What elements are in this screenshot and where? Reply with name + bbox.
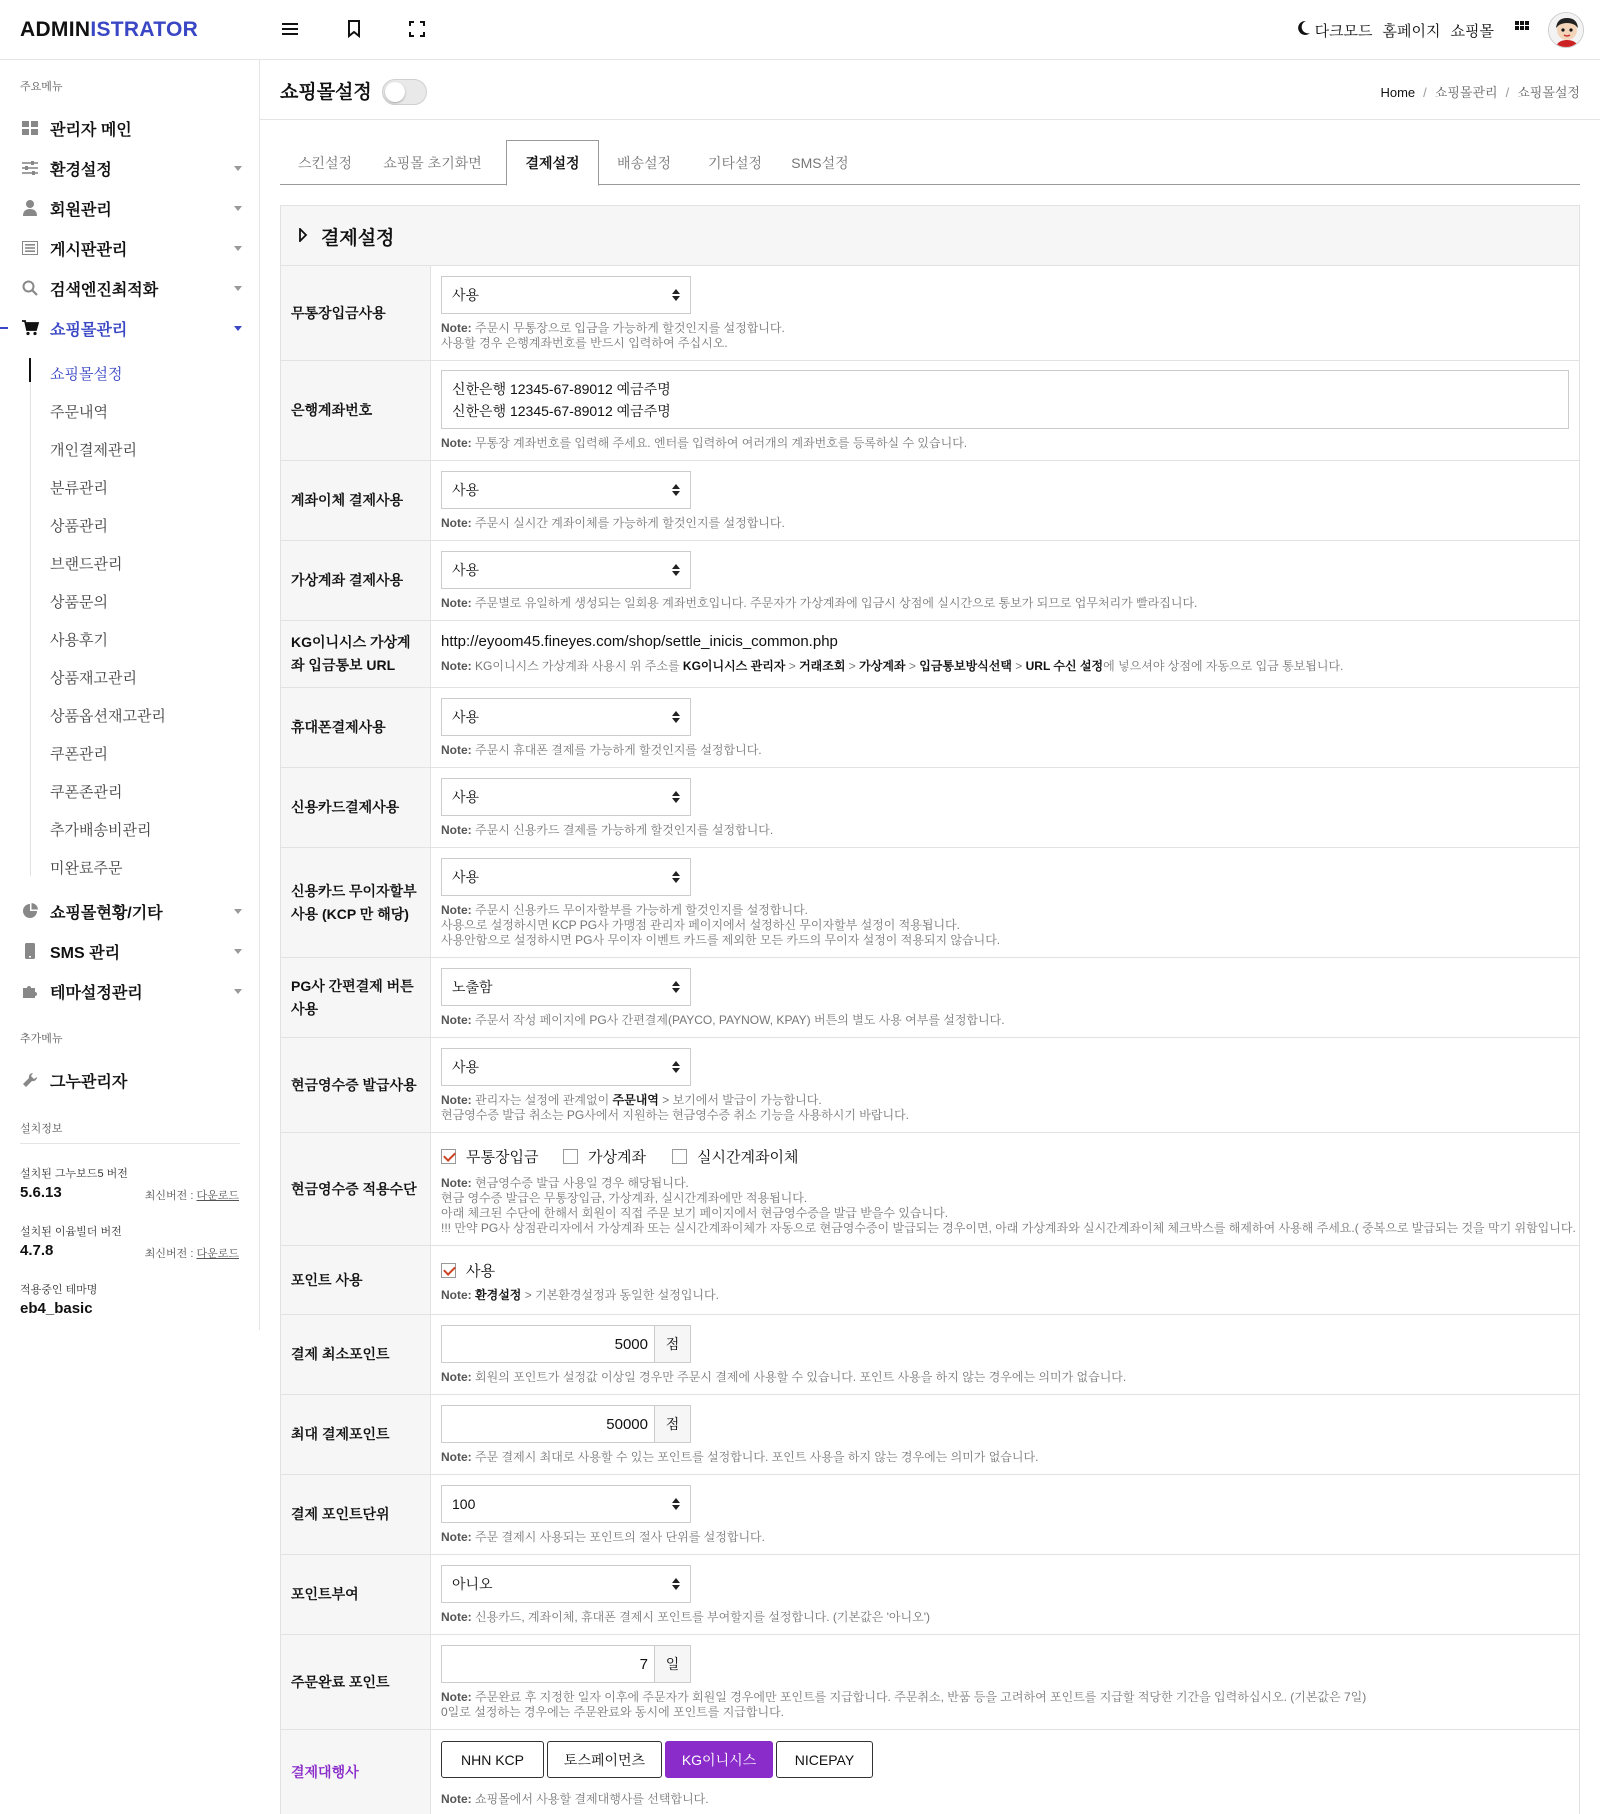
- row-pg: [280, 1730, 1580, 1814]
- chevron-down-icon: [234, 166, 242, 171]
- search-icon: [20, 278, 40, 298]
- tab-shipping[interactable]: 배송설정: [616, 154, 672, 171]
- field-label: 현금영수증 적용수단: [281, 1133, 431, 1245]
- point-unit-select[interactable]: [441, 1485, 691, 1523]
- select-arrow-icon: [672, 1061, 680, 1074]
- select-arrow-icon: [672, 564, 680, 577]
- gnuboard-download-link[interactable]: 다운로드: [196, 1190, 239, 1202]
- homepage-link[interactable]: 홈페이지: [1382, 22, 1441, 40]
- tab-skin[interactable]: 스킨설정: [297, 154, 353, 171]
- chevron-down-icon: [234, 286, 242, 291]
- note-text: 주문별로 유일하게 생성되는 일회용 계좌번호입니다. 주문자가 가상계좌에 입금시 상점에 실시간으로 통보가 되므로 업무처리가 빨라집니다.: [475, 596, 1198, 610]
- field-label: 결제대행사: [281, 1730, 431, 1814]
- row-card-pay: [280, 768, 1580, 848]
- note-label: Note:: [441, 1013, 472, 1027]
- select-value: 사용: [452, 562, 480, 578]
- field-label: 무통장입금사용: [281, 266, 431, 360]
- checkbox-label: 실시간계좌이체: [697, 1149, 799, 1166]
- order-point-input-group: [441, 1645, 691, 1683]
- row-max-point: [280, 1395, 1580, 1475]
- sidebar-item-label: 게시판관리: [50, 241, 128, 259]
- field-label: 휴대폰결제사용: [281, 688, 431, 767]
- note-text: > 보기에서 발급이 가능합니다.: [658, 1093, 822, 1107]
- note-label: Note:: [441, 1530, 472, 1544]
- pie-chart-icon: [20, 901, 40, 921]
- field-note: [441, 1176, 689, 1191]
- pg-nicepay-button[interactable]: NICEPAY: [776, 1741, 873, 1778]
- select-value: 아니오: [452, 1576, 493, 1592]
- settings-tabs: [280, 140, 1580, 185]
- sidebar: [0, 60, 260, 1330]
- breadcrumb-separator: /: [1505, 85, 1510, 100]
- chevron-down-icon: [234, 989, 242, 994]
- wrench-icon: [20, 1070, 40, 1090]
- sidebar-item-boards[interactable]: [20, 234, 242, 262]
- install-info-section-label: 설치정보: [20, 1123, 63, 1135]
- field-label: 포인트 사용: [281, 1246, 431, 1314]
- field-note: 사용할 경우 은행계좌번호를 반드시 입력하여 주십시오.: [441, 336, 728, 350]
- unit-addon: 일: [654, 1646, 690, 1682]
- note-label: Note:: [441, 1370, 472, 1384]
- pg-toss-button[interactable]: 토스페이먼츠: [547, 1741, 662, 1778]
- note-text: >: [785, 659, 800, 673]
- extra-menu-section-label: 추가메뉴: [20, 1033, 63, 1045]
- checkbox-label: 가상계좌: [588, 1149, 646, 1166]
- note-text: 무통장 계좌번호를 입력해 주세요. 엔터를 입력하여 여러개의 계좌번호를 등록하실 수 있습니다.: [475, 436, 968, 450]
- note-label: Note:: [441, 596, 472, 610]
- note-text: 쇼핑몰에서 사용할 결제대행사를 선택합니다.: [475, 1792, 709, 1806]
- submenu-active-line: [29, 358, 31, 382]
- select-arrow-icon: [672, 871, 680, 884]
- sidebar-item-theme[interactable]: [20, 977, 242, 1005]
- section-title: 결제설정: [321, 228, 395, 249]
- latest-prefix: 최신버전 :: [144, 1248, 197, 1260]
- sidebar-item-shop[interactable]: [20, 314, 242, 342]
- breadcrumb-current: 쇼핑몰설정: [1517, 85, 1580, 100]
- note-text: 주문시 무통장으로 입금을 가능하게 할것인지를 설정합니다.: [475, 321, 785, 335]
- checkbox-point-use[interactable]: [441, 1260, 495, 1281]
- field-note: [441, 1093, 822, 1108]
- logo-part-admin: ADMIN: [20, 18, 91, 41]
- field-label: 포인트부여: [281, 1555, 431, 1634]
- field-label: 은행계좌번호: [281, 361, 431, 460]
- select-arrow-icon: [672, 1498, 680, 1511]
- logo-part-istrator: ISTRATOR: [90, 18, 199, 41]
- point-grant-select[interactable]: [441, 1565, 691, 1603]
- latest-prefix: 최신버전 :: [144, 1190, 197, 1202]
- submenu-products[interactable]: 상품관리: [50, 518, 108, 535]
- note-text: > 기본환경설정과 동일한 설정입니다.: [521, 1288, 719, 1302]
- field-note: 현금 영수증 발급은 무통장입금, 가상계좌, 실시간계좌에만 적용됩니다.: [441, 1191, 808, 1205]
- tab-shop-home[interactable]: 쇼핑몰 초기화면: [383, 154, 482, 171]
- row-bank-account: [280, 361, 1580, 461]
- submenu-extra-shipping[interactable]: 추가배송비관리: [50, 822, 152, 839]
- dashboard-icon: [20, 118, 40, 138]
- bank-account-textarea[interactable]: 신한은행 12345-67-89012 예금주명 신한은행 12345-67-89012 예금주명: [441, 370, 1569, 429]
- chevron-down-icon: [234, 909, 242, 914]
- unit-addon: 점: [654, 1326, 690, 1362]
- main-content: [260, 60, 1600, 1814]
- sidebar-item-label: 쇼핑몰현황/기타: [50, 904, 163, 922]
- submenu-shop-settings[interactable]: 쇼핑몰설정: [50, 366, 123, 383]
- apps-grid-icon[interactable]: [1514, 20, 1530, 40]
- submenu-categories[interactable]: 분류관리: [50, 480, 108, 497]
- row-easy-pay: [280, 958, 1580, 1038]
- note-text: 주문시 실시간 계좌이체를 가능하게 할것인지를 설정합니다.: [475, 516, 785, 530]
- builder-version-label: 설치된 이윰빌더 버전: [20, 1226, 122, 1238]
- sidebar-item-admin-main[interactable]: [20, 114, 242, 142]
- virtual-account-select[interactable]: [441, 551, 691, 589]
- note-strong: 환경설정: [475, 1288, 522, 1302]
- checkbox-checked-icon: [441, 1149, 456, 1164]
- active-indicator: [0, 327, 8, 329]
- moon-icon[interactable]: [1297, 20, 1311, 40]
- sidebar-item-sms[interactable]: [20, 937, 242, 965]
- sidebar-item-label: 그누관리자: [50, 1073, 128, 1091]
- select-arrow-icon: [672, 484, 680, 497]
- note-label: Note:: [441, 516, 472, 530]
- order-point-input[interactable]: 7: [639, 1655, 648, 1673]
- logo[interactable]: [20, 18, 198, 42]
- note-label: Note:: [441, 1093, 472, 1107]
- sidebar-item-gnu-admin[interactable]: [20, 1066, 242, 1094]
- top-bar: [0, 0, 1600, 60]
- max-point-input-group: [441, 1405, 691, 1443]
- field-label: 주문완료 포인트: [281, 1635, 431, 1729]
- select-arrow-icon: [672, 791, 680, 804]
- bookmark-icon[interactable]: [341, 16, 367, 42]
- sidebar-item-shop-status[interactable]: [20, 897, 242, 925]
- caret-right-icon: [298, 228, 308, 246]
- card-nointerest-select[interactable]: [441, 858, 691, 896]
- submenu-incomplete-orders[interactable]: 미완료주문: [50, 860, 123, 877]
- easy-pay-select[interactable]: [441, 968, 691, 1006]
- field-note: [441, 743, 762, 758]
- breadcrumb-separator: /: [1423, 85, 1427, 100]
- note-text: 주문완료 후 지정한 일자 이후에 주문자가 회원일 경우에만 포인트를 지급합니다. 주문취소, 반품 등을 고려하여 포인트를 지급할 적당한 기간을 입력하십시오. (기본값은 7일): [475, 1690, 1367, 1704]
- field-label: 현금영수증 발급사용: [281, 1038, 431, 1132]
- field-note: [441, 1610, 930, 1625]
- sidebar-item-label: 쇼핑몰관리: [50, 321, 128, 339]
- note-text: 주문 결제시 사용되는 포인트의 절사 단위를 설정합니다.: [475, 1530, 765, 1544]
- pg-kcp-button[interactable]: NHN KCP: [441, 1741, 544, 1778]
- field-note: [441, 1288, 719, 1303]
- chevron-down-icon: [234, 246, 242, 251]
- submenu-option-stock[interactable]: 상품옵션재고관리: [50, 708, 166, 725]
- menu-toggle-icon[interactable]: [277, 16, 303, 42]
- note-label: Note:: [441, 823, 472, 837]
- select-arrow-icon: [672, 711, 680, 724]
- builder-download-link[interactable]: 다운로드: [196, 1248, 239, 1260]
- select-value: 사용: [452, 709, 480, 725]
- breadcrumb-home[interactable]: Home: [1380, 85, 1416, 100]
- row-point-grant: [280, 1555, 1580, 1635]
- fullscreen-icon[interactable]: [404, 16, 430, 42]
- max-point-input[interactable]: 50000: [606, 1415, 648, 1433]
- inicis-url-text: http://eyoom45.fineyes.com/shop/settle_inicis_common.php: [441, 633, 838, 650]
- field-note: 0일로 설정하는 경우에는 주문완료와 동시에 포인트를 지급합니다.: [441, 1705, 784, 1719]
- field-note: 사용안함으로 설정하시면 PG사 무이자 이벤트 카드를 제외한 모든 카드의 무이자 설정이 적용되지 않습니다.: [441, 933, 1001, 947]
- page-header: [260, 60, 1600, 120]
- sidebar-item-label: SMS 관리: [50, 944, 121, 962]
- row-order-point: [280, 1635, 1580, 1730]
- mobile-pay-select[interactable]: [441, 698, 691, 736]
- note-text: 주문서 작성 페이지에 PG사 간편결제(PAYCO, PAYNOW, KPAY) 버튼의 별도 사용 여부를 설정합니다.: [475, 1013, 1005, 1027]
- row-cash-receipt-methods: [280, 1133, 1580, 1246]
- note-label: Note:: [441, 1288, 472, 1302]
- note-text: 관리자는 설정에 관계없이: [475, 1093, 613, 1107]
- builder-latest: [145, 1245, 239, 1261]
- note-label: Note:: [441, 1690, 472, 1704]
- note-label: Note:: [441, 436, 472, 450]
- transfer-select[interactable]: [441, 471, 691, 509]
- select-arrow-icon: [672, 289, 680, 302]
- theme-label: 적용중인 테마명: [20, 1284, 98, 1296]
- row-point-unit: [280, 1475, 1580, 1555]
- field-note: [441, 321, 785, 336]
- note-text: 에 넣으셔야 상점에 자동으로 입금 통보됩니다.: [1103, 659, 1344, 673]
- note-text: 주문시 신용카드 결제를 가능하게 할것인지를 설정합니다.: [475, 823, 774, 837]
- toggle-knob: [385, 82, 405, 102]
- select-value: 100: [452, 1496, 476, 1512]
- row-bank-deposit: [280, 266, 1580, 361]
- page-title: 쇼핑몰설정: [280, 82, 372, 103]
- field-note: [441, 1792, 709, 1807]
- gnuboard-version-label: 설치된 그누보드5 버전: [20, 1168, 128, 1180]
- user-icon: [20, 198, 40, 218]
- select-value: 사용: [452, 1059, 480, 1075]
- select-value: 사용: [452, 869, 480, 885]
- row-cash-receipt: [280, 1038, 1580, 1133]
- bank-deposit-select[interactable]: [441, 276, 691, 314]
- field-label: 최대 결제포인트: [281, 1395, 431, 1474]
- note-text: 주문시 신용카드 무이자할부를 가능하게 할것인지를 설정합니다.: [475, 903, 809, 917]
- puzzle-icon: [20, 981, 40, 1001]
- select-value: 사용: [452, 287, 480, 303]
- note-label: Note:: [441, 659, 472, 673]
- row-transfer: [280, 461, 1580, 541]
- row-min-point: [280, 1315, 1580, 1395]
- field-note: [441, 516, 785, 531]
- field-note: [441, 1013, 1005, 1028]
- checkbox-unchecked-icon: [672, 1149, 687, 1164]
- checkbox-bank-deposit[interactable]: [441, 1146, 538, 1167]
- note-strong: KG이니시스 관리자: [682, 659, 786, 673]
- field-note: !!! 만약 PG사 상점관리자에서 가상계좌 또는 실시간계좌이체가 자동으로 현금영수증이 발급되는 경우이면, 아래 가상계좌와 실시간계좌이체 체크박스를 해제하여 사용해 주세요.( 중복으로 발급되는 것을 막기 위함입니다.: [441, 1221, 1576, 1235]
- note-text: 현금영수증 발급 사용일 경우 해당됩니다.: [475, 1176, 689, 1190]
- section-header: [280, 205, 1580, 266]
- field-note: [441, 1370, 1126, 1385]
- field-note: [441, 1530, 765, 1545]
- note-text: 신용카드, 계좌이체, 휴대폰 결제시 포인트를 부여할지를 설정합니다. (기본값은 '아니오'): [475, 1610, 930, 1624]
- submenu-coupons[interactable]: 쿠폰관리: [50, 746, 108, 763]
- field-note: [441, 1690, 1366, 1705]
- select-arrow-icon: [672, 1578, 680, 1591]
- select-value: 사용: [452, 789, 480, 805]
- field-note: [441, 1450, 1038, 1465]
- avatar[interactable]: [1548, 12, 1584, 48]
- main-menu-section-label: 주요메뉴: [20, 81, 63, 93]
- note-strong: 거래조회: [799, 659, 846, 673]
- submenu-stock[interactable]: 상품재고관리: [50, 670, 137, 687]
- field-note: 현금영수증 발급 취소는 PG사에서 지원하는 현금영수증 취소 기능을 사용하시기 바랍니다.: [441, 1108, 909, 1122]
- note-label: Note:: [441, 1792, 472, 1806]
- row-mobile-pay: [280, 688, 1580, 768]
- sidebar-item-label: 테마설정관리: [50, 984, 143, 1002]
- field-label: 신용카드결제사용: [281, 768, 431, 847]
- note-text: 주문시 휴대폰 결제를 가능하게 할것인지를 설정합니다.: [475, 743, 762, 757]
- sidebar-item-label: 환경설정: [50, 161, 112, 179]
- checkbox-unchecked-icon: [563, 1149, 578, 1164]
- sidebar-item-settings[interactable]: [20, 154, 242, 182]
- note-strong: URL 수신 설정: [1025, 659, 1104, 673]
- note-text: KG이니시스 가상계좌 사용시 위 주소를: [475, 659, 683, 673]
- note-label: Note:: [441, 1450, 472, 1464]
- field-note: [441, 823, 773, 838]
- min-point-input[interactable]: 5000: [614, 1335, 648, 1353]
- sidebar-item-seo[interactable]: [20, 274, 242, 302]
- select-value: 사용: [452, 482, 480, 498]
- card-pay-select[interactable]: [441, 778, 691, 816]
- shop-link[interactable]: 쇼핑몰: [1450, 22, 1494, 40]
- builder-version: 4.7.8: [20, 1242, 54, 1259]
- select-arrow-icon: [672, 981, 680, 994]
- unit-addon: 점: [654, 1406, 690, 1442]
- submenu-reviews[interactable]: 사용후기: [50, 632, 108, 649]
- row-virtual-account: [280, 541, 1580, 621]
- note-text: >: [845, 659, 860, 673]
- sidebar-item-label: 관리자 메인: [50, 121, 132, 139]
- note-text: 주문 결제시 최대로 사용할 수 있는 포인트를 설정합니다. 포인트 사용을 하지 않는 경우에는 의미가 없습니다.: [475, 1450, 1039, 1464]
- cart-icon: [20, 318, 40, 338]
- sidebar-divider: [20, 1143, 240, 1144]
- field-note: [441, 903, 808, 918]
- chevron-down-icon: [234, 326, 242, 331]
- checkbox-virtual-account[interactable]: [563, 1146, 646, 1167]
- sliders-icon: [20, 158, 40, 178]
- checkbox-realtime-transfer[interactable]: [672, 1146, 798, 1167]
- note-text: 회원의 포인트가 설정값 이상일 경우만 주문시 결제에 사용할 수 있습니다. 포인트 사용을 하지 않는 경우에는 의미가 없습니다.: [475, 1370, 1127, 1384]
- gnuboard-latest: [145, 1187, 239, 1203]
- note-strong: 주문내역: [612, 1093, 659, 1107]
- note-label: Note:: [441, 1610, 472, 1624]
- mobile-icon: [20, 941, 40, 961]
- field-note: [441, 596, 1197, 611]
- checkbox-label: 무통장입금: [466, 1149, 539, 1166]
- darkmode-link[interactable]: 다크모드: [1314, 22, 1373, 40]
- select-value: 노출함: [452, 979, 493, 995]
- pg-inicis-button[interactable]: KG이니시스: [665, 1741, 773, 1778]
- field-note: 사용으로 설정하시면 KCP PG사 가맹점 관리자 페이지에서 설정하신 무이자할부 설정이 적용됩니다.: [441, 918, 960, 932]
- field-note: 아래 체크된 수단에 한해서 회원이 직접 주문 보기 페이지에서 현금영수증을 발급 받을수 있습니다.: [441, 1206, 949, 1220]
- chevron-down-icon: [234, 206, 242, 211]
- sidebar-item-label: 회원관리: [50, 201, 112, 219]
- row-point-use: [280, 1246, 1580, 1315]
- field-label: 가상계좌 결제사용: [281, 541, 431, 620]
- field-label: KG이니시스 가상계좌 입금통보 URL: [281, 621, 431, 687]
- note-label: Note:: [441, 321, 472, 335]
- note-strong: 가상계좌: [859, 659, 906, 673]
- checkbox-checked-icon: [441, 1263, 456, 1278]
- submenu-coupon-zone[interactable]: 쿠폰존관리: [50, 784, 123, 801]
- note-label: Note:: [441, 743, 472, 757]
- board-icon: [20, 238, 40, 258]
- note-text: >: [1011, 659, 1026, 673]
- field-label: 계좌이체 결제사용: [281, 461, 431, 540]
- breadcrumb-shop[interactable]: 쇼핑몰관리: [1434, 85, 1498, 100]
- tab-payment[interactable]: 결제설정: [506, 140, 599, 186]
- field-label: PG사 간편결제 버튼 사용: [281, 958, 431, 1037]
- gnuboard-version: 5.6.13: [20, 1184, 62, 1201]
- cash-receipt-select[interactable]: [441, 1048, 691, 1086]
- field-label: 신용카드 무이자할부사용 (KCP 만 해당): [281, 848, 431, 957]
- submenu-line: [30, 358, 31, 876]
- submenu-personal-pay[interactable]: 개인결제관리: [50, 442, 137, 459]
- field-note: [441, 436, 967, 451]
- submenu-brands[interactable]: 브랜드관리: [50, 556, 123, 573]
- field-note: [441, 659, 1343, 674]
- note-label: Note:: [441, 903, 472, 917]
- min-point-input-group: [441, 1325, 691, 1363]
- tab-sms[interactable]: SMS설정: [791, 154, 849, 171]
- field-label: 결제 최소포인트: [281, 1315, 431, 1394]
- row-inicis-url: [280, 621, 1580, 688]
- checkbox-label: 사용: [466, 1263, 495, 1280]
- submenu-orders[interactable]: 주문내역: [50, 404, 108, 421]
- sidebar-item-label: 검색엔진최적화: [50, 281, 159, 299]
- tab-etc[interactable]: 기타설정: [707, 154, 763, 171]
- field-label: 결제 포인트단위: [281, 1475, 431, 1554]
- sidebar-item-members[interactable]: [20, 194, 242, 222]
- page-toggle[interactable]: [382, 79, 427, 105]
- submenu-product-qa[interactable]: 상품문의: [50, 594, 108, 611]
- chevron-down-icon: [234, 949, 242, 954]
- theme-name: eb4_basic: [20, 1300, 93, 1317]
- note-label: Note:: [441, 1176, 472, 1190]
- row-card-nointerest: [280, 848, 1580, 958]
- note-strong: 입금통보방식선택: [919, 659, 1012, 673]
- breadcrumb: [1380, 82, 1580, 101]
- note-text: >: [905, 659, 920, 673]
